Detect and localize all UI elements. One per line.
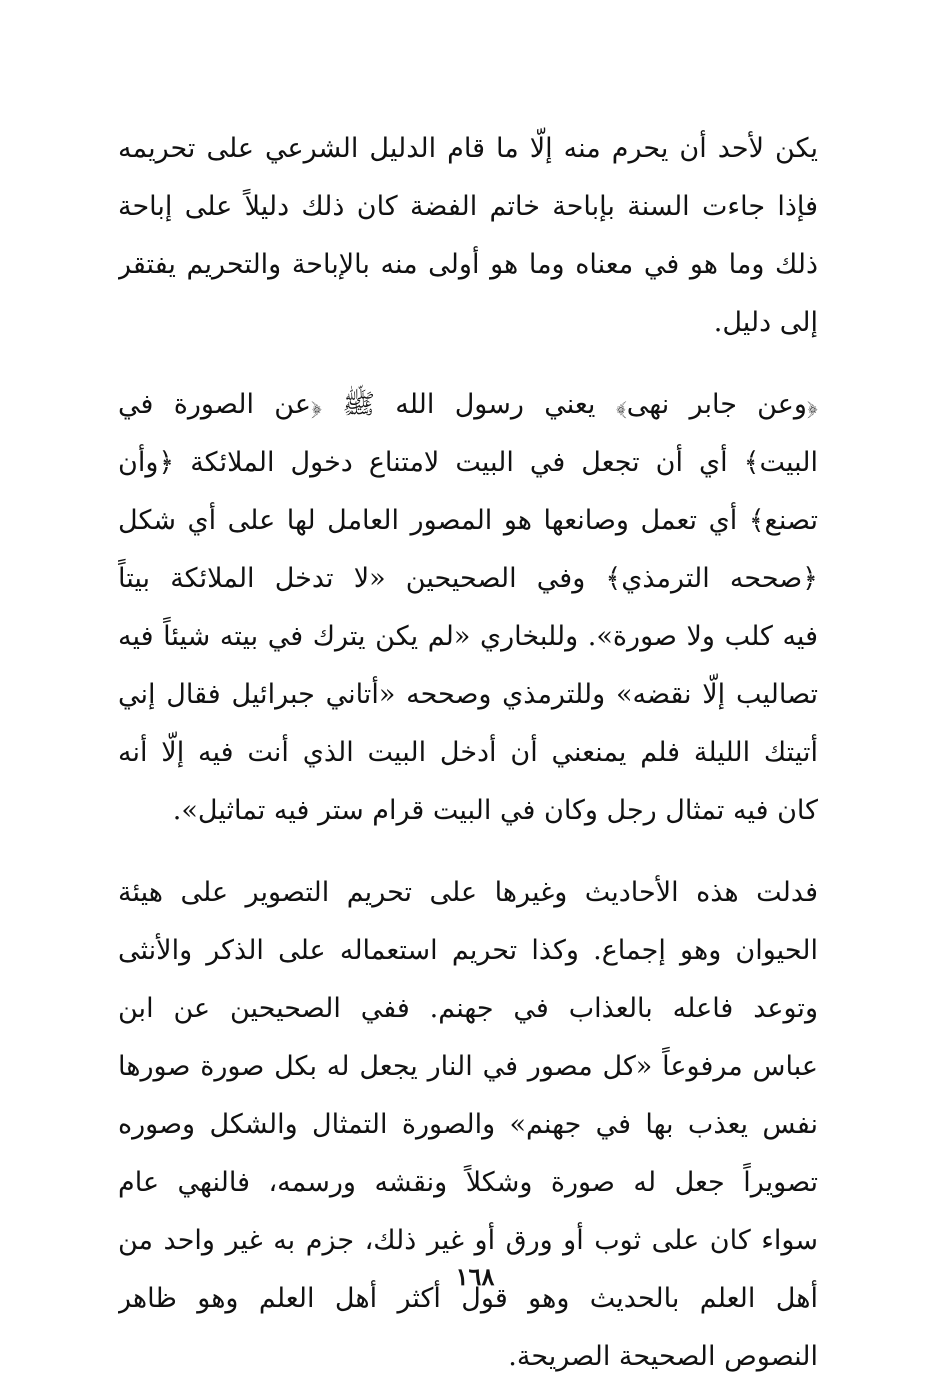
- text-line: كان فيه تمثال رجل وكان في البيت قرام ستر فيه تماثيل».: [172, 795, 818, 826]
- page-number: ١٦٨: [455, 1262, 495, 1291]
- paragraph-gap: [118, 352, 818, 376]
- text-line: فيه كلب ولا صورة». وللبخاري «لم يكن يترك في بيته شيئاً فيه: [118, 621, 818, 652]
- text-line: فإذا جاءت السنة بإباحة خاتم الفضة كان ذلك دليلاً على إباحة: [118, 191, 818, 222]
- text-line: يكن لأحد أن يحرم منه إلّا ما قام الدليل الشرعي على تحريمه: [118, 133, 818, 164]
- paragraph-1: [118, 120, 818, 352]
- text-line: الحيوان وهو إجماع. وكذا تحريم استعماله على الذكر والأنثى: [118, 935, 818, 966]
- paragraph-3: [118, 864, 818, 1386]
- text-line: عباس مرفوعاً «كل مصور في النار يجعل له بكل صورة صورها: [118, 1051, 818, 1082]
- text-line: وتوعد فاعله بالعذاب في جهنم. ففي الصحيحين عن ابن: [118, 993, 818, 1024]
- text-line: فدلت هذه الأحاديث وغيرها على تحريم التصوير على هيئة: [118, 877, 818, 908]
- text-line: ﴿وعن جابر نهى﴾ يعني رسول الله ﷺ ﴿عن الصورة في: [118, 389, 818, 420]
- paragraph-gap: [118, 840, 818, 864]
- text-line: إلى دليل.: [713, 307, 818, 338]
- text-line: ﴿صححه الترمذي﴾ وفي الصحيحين «لا تدخل الملائكة بيتاً: [118, 563, 818, 594]
- text-line: تصاليب إلّا نقضه» وللترمذي وصححه «أتاني جبرائيل فقال إني: [118, 679, 818, 710]
- text-line: تصويراً جعل له صورة وشكلاً ونقشه ورسمه، فالنهي عام: [118, 1167, 818, 1198]
- text-line: النصوص الصحيحة الصريحة.: [508, 1341, 818, 1372]
- paragraph-2: [118, 376, 818, 840]
- text-line: أتيتك الليلة فلم يمنعني أن أدخل البيت الذي أنت فيه إلّا أنه: [118, 737, 818, 768]
- text-line: نفس يعذب بها في جهنم» والصورة التمثال والشكل وصوره: [118, 1109, 818, 1140]
- text-line: أهل العلم بالحديث وهو قول أكثر أهل العلم وهو ظاهر: [118, 1283, 818, 1314]
- text-line: تصنع﴾ أي تعمل وصانعها هو المصور العامل لها على أي شكل: [118, 505, 818, 536]
- text-line: سواء كان على ثوب أو ورق أو غير ذلك، جزم به غير واحد من: [118, 1225, 818, 1256]
- text-line: البيت﴾ أي أن تجعل في البيت لامتناع دخول الملائكة ﴿وأن: [118, 447, 818, 478]
- text-line: ذلك وما هو في معناه وما هو أولى منه بالإباحة والتحريم يفتقر: [118, 249, 818, 280]
- body-text: [118, 120, 818, 1386]
